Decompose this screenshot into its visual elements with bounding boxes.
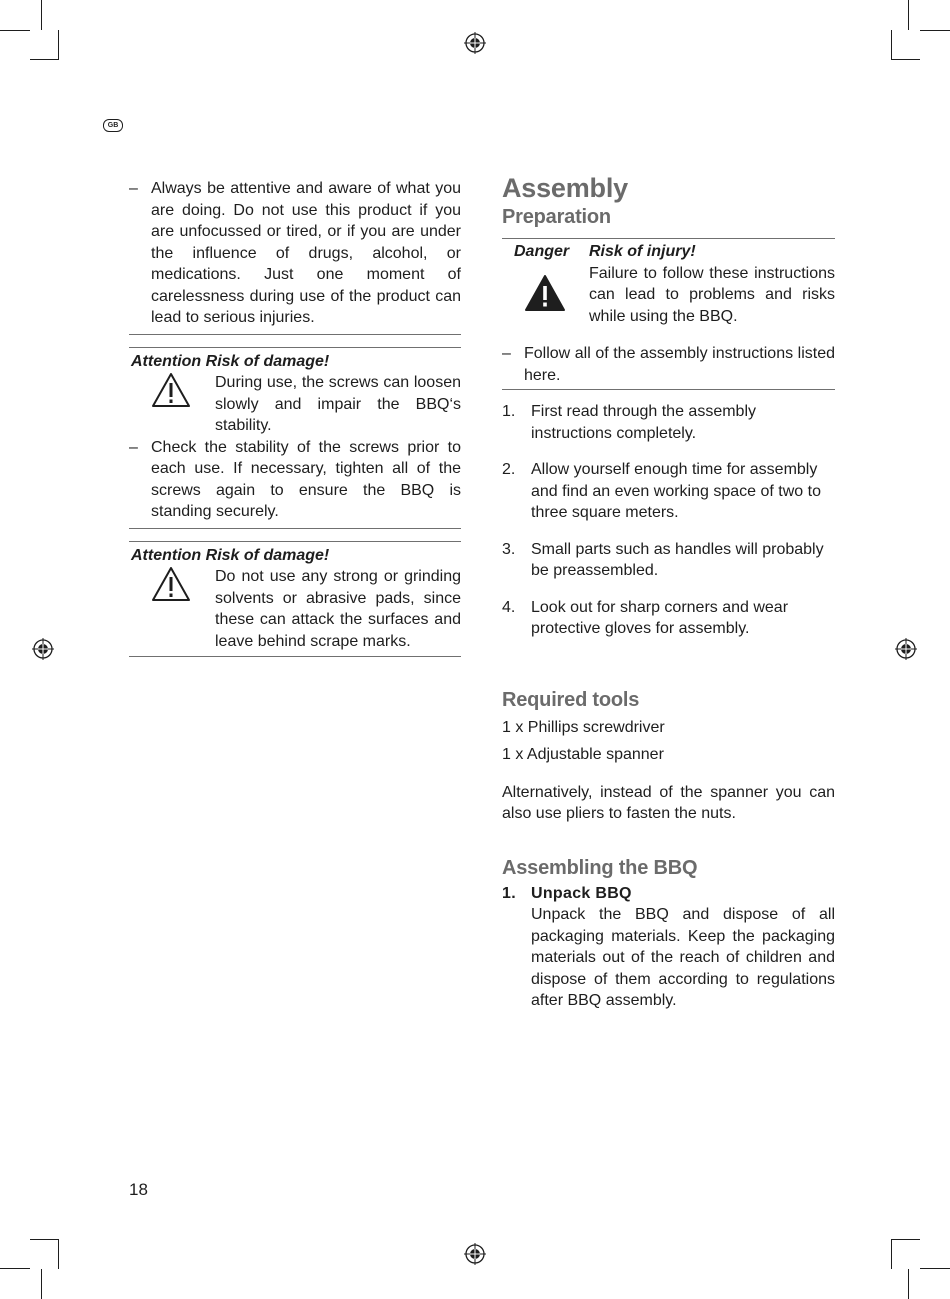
preparation-steps [502, 401, 835, 640]
safety-bullet [129, 178, 461, 329]
step-number: 3. [502, 540, 516, 558]
assembly-step [502, 883, 835, 1012]
registration-mark-icon [895, 638, 917, 660]
attention-block-1 [129, 351, 461, 523]
divider [129, 541, 461, 542]
instruction-bullet-text: Follow all of the assembly instructions listed here. [524, 345, 835, 384]
section-heading: Assembly [502, 173, 628, 203]
list-item [502, 539, 835, 582]
attention-block-2 [129, 545, 461, 653]
step-number: 4. [502, 598, 516, 616]
danger-warning-icon [524, 274, 566, 312]
registration-mark-icon [464, 1243, 486, 1265]
attention-bullet [129, 437, 461, 523]
step-text: Look out for sharp corners and wear protective gloves for assembly. [531, 598, 789, 637]
attention-body-text: Do not use any strong or grinding solvents or abrasive pads, since these can attack the surfaces and leave behind scrape marks. [215, 568, 461, 650]
attention-body [129, 566, 461, 652]
danger-block [502, 241, 835, 327]
divider [502, 238, 835, 239]
step-text: Unpack the BBQ and dispose of all packaging materials. Keep the packaging materials out of the reach of children and dispose of them according to regulations after BBQ assembly. [531, 906, 835, 1009]
step-number: 1. [502, 403, 516, 420]
danger-body: Failure to follow these instructions can lead to problems and risks while using the BBQ. [589, 264, 835, 325]
step-text: Small parts such as handles will probably be preassembled. [531, 540, 824, 579]
instruction-bullet [502, 343, 835, 386]
step-number: 2. [502, 461, 516, 478]
page-number: 18 [129, 1180, 148, 1199]
danger-label: Danger [514, 243, 570, 260]
step-text: Allow yourself enough time for assembly and find an even working space of two to three square meters. [531, 461, 821, 521]
left-column [129, 178, 461, 657]
registration-mark-icon [32, 638, 54, 660]
attention-body-text: During use, the screws can loosen slowly and impair the BBQ‘s stability. [215, 374, 461, 434]
tool-item: 1 x Phillips screwdriver [502, 718, 665, 736]
language-badge: GB [103, 119, 123, 132]
step-text: First read through the assembly instructions completely. [531, 403, 756, 442]
attention-bullet-text: Check the stability of the screws prior to each use. If necessary, tighten all of the screws again to ensure the BBQ is standing securely. [151, 438, 461, 520]
list-item [502, 459, 835, 524]
assembling-heading: Assembling the BBQ [502, 856, 698, 879]
tool-item: 1 x Adjustable spanner [502, 746, 664, 763]
dash-marker: – [129, 438, 138, 456]
right-column [502, 172, 835, 1012]
attention-title: Attention Risk of damage! [131, 546, 330, 564]
tools-heading: Required tools [502, 688, 640, 711]
warning-triangle-icon [151, 372, 191, 408]
safety-bullet-text: Always be attentive and aware of what you are doing. Do not use this product if you are unfocussed or tired, or if you are under the influence of drugs, alcohol, or medications. Just one moment of carelessness during use of the product can lead to serious injuries. [151, 180, 461, 326]
attention-body [129, 372, 461, 437]
tools-note: Alternatively, instead of the spanner you can also use pliers to fasten the nuts. [502, 783, 835, 822]
list-item [502, 401, 835, 444]
step-number: 1. [502, 884, 516, 902]
divider [129, 656, 461, 657]
section-subheading: Preparation [502, 206, 611, 228]
danger-title: Risk of injury! [589, 243, 696, 260]
dash-marker: – [502, 345, 511, 362]
registration-mark-icon [464, 32, 486, 54]
warning-triangle-icon [151, 566, 191, 602]
dash-marker: – [129, 180, 138, 197]
step-title: Unpack BBQ [531, 884, 632, 902]
attention-title: Attention Risk of damage! [131, 352, 330, 370]
divider [129, 347, 461, 348]
list-item [502, 597, 835, 640]
